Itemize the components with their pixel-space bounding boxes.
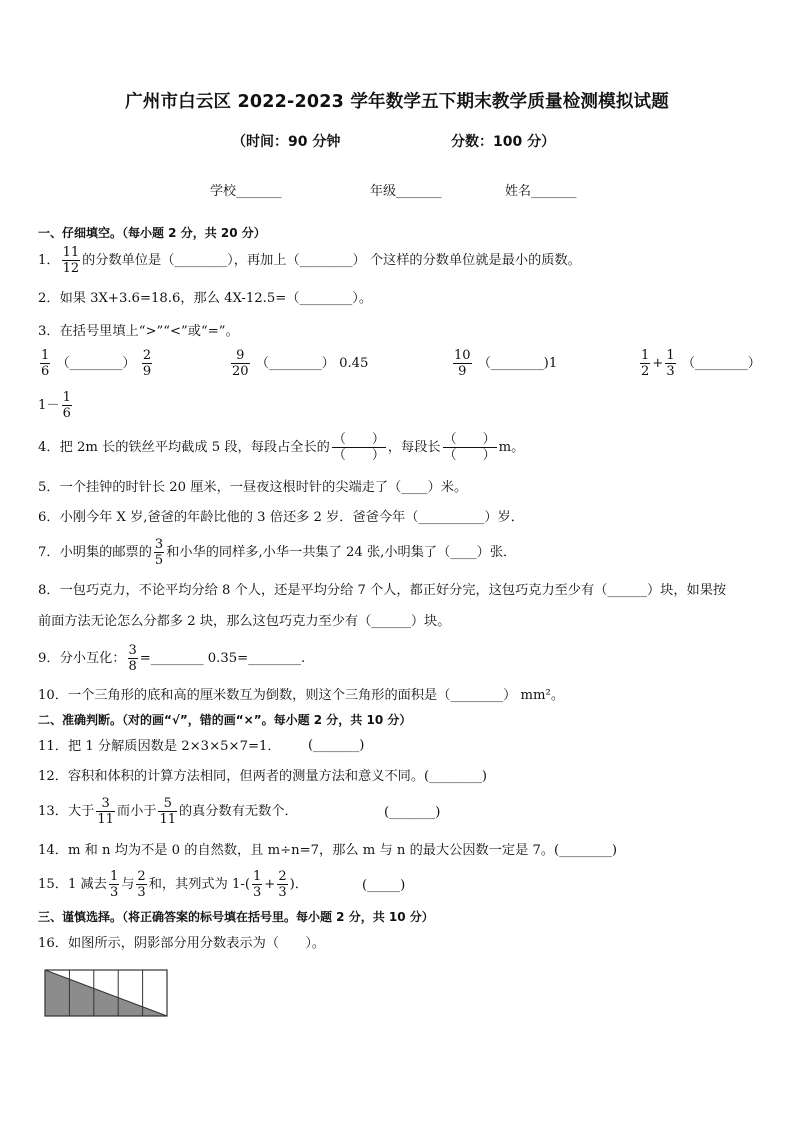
q1-number: 1．: [38, 253, 60, 268]
numerator: 1: [62, 390, 71, 405]
numerator: 3: [96, 796, 115, 812]
question-10: 10．一个三角形的底和高的厘米数互为倒数，则这个三角形的面积是（________） mm²。: [38, 688, 565, 703]
question-3e: [38, 390, 74, 421]
fraction: [96, 796, 115, 827]
question-14: 14．m 和 n 均为不是 0 的自然数，且 m÷n=7，那么 m 与 n 的最大公因数一定是 7。(________): [38, 843, 618, 858]
fraction: [62, 390, 72, 421]
fraction: [136, 869, 146, 900]
q15-text: 15．1 减去: [38, 877, 107, 892]
question-15: [38, 869, 308, 900]
denominator: 2: [641, 364, 650, 379]
plus-sign: +: [264, 877, 276, 892]
question-1: [38, 245, 581, 276]
denominator: 8: [128, 659, 137, 674]
fraction: [142, 348, 152, 379]
fraction: [109, 869, 119, 900]
question-3c: [451, 348, 557, 379]
question-3d: [638, 348, 761, 379]
fraction: [128, 643, 138, 674]
question-3b: [229, 348, 368, 379]
question-12: 12．容积和体积的计算方法相同，但两者的测量方法和意义不同。(________): [38, 769, 488, 784]
denominator: 3: [666, 364, 675, 379]
question-3-stem: 3．在括号里填上“>”“<”或“=”。: [38, 324, 239, 339]
fraction: [231, 348, 250, 379]
denominator: 3: [109, 885, 119, 900]
plus-sign: +: [652, 356, 664, 371]
question-11: 11．把 1 分解质因数是 2×3×5×7=1．: [38, 739, 281, 754]
q7-text-end: 和小华的同样多,小华一共集了 24 张,小明集了（____）张．: [166, 545, 517, 560]
q4-text-mid: ，每段长: [387, 440, 441, 455]
fraction: [154, 537, 164, 568]
question-2: 2．如果 3X+3.6=18.6，那么 4X-12.5=（________）。: [38, 291, 373, 306]
numerator: 1: [41, 348, 50, 363]
question-8-line-1: 8．一包巧克力，不论平均分给 8 个人，还是平均分给 7 个人，都正好分完，这包巧克力至少有（______）块，如果按: [38, 583, 727, 598]
question-8-line-2: 前面方法无论怎么分都多 2 块，那么这包巧克力至少有（______）块。: [38, 614, 451, 629]
q11-answer-blank[interactable]: (_______): [308, 738, 365, 753]
numerator-blank[interactable]: （ ）: [443, 432, 496, 447]
denominator: 11: [159, 812, 176, 827]
fraction: [62, 245, 81, 276]
denominator: 6: [41, 364, 50, 379]
fraction: [252, 869, 262, 900]
numerator: 9: [231, 348, 250, 364]
question-7: [38, 537, 516, 568]
shaded-rectangle-figure: [44, 969, 168, 1017]
denominator: 9: [458, 364, 467, 379]
denominator: 5: [154, 553, 164, 568]
question-5: 5．一个挂钟的时针长 20 厘米，一昼夜这根时针的尖端走了（____）米。: [38, 480, 468, 495]
fraction: [665, 348, 675, 379]
denominator-blank[interactable]: （ ）: [443, 448, 496, 463]
fraction: [453, 348, 472, 379]
denominator: 3: [253, 885, 262, 900]
question-3a: [38, 348, 154, 379]
numerator: 5: [158, 796, 177, 812]
question-6: 6．小刚今年 X 岁,爸爸的年龄比他的 3 倍还多 2 岁．爸爸今年（__________）岁．: [38, 510, 524, 525]
q7-text: 7．小明集的邮票的: [38, 545, 152, 560]
exam-title: 广州市白云区 2022-2023 学年数学五下期末教学质量检测模拟试题: [125, 92, 669, 112]
q9-blanks[interactable]: =________ 0.35=________.: [139, 651, 306, 666]
q4-unit: m。: [498, 440, 525, 455]
numerator-blank[interactable]: （ ）: [332, 432, 385, 447]
answer-blank[interactable]: （________)1: [477, 356, 558, 371]
denominator: 20: [232, 364, 249, 379]
numerator: 2: [278, 869, 287, 884]
numerator: 10: [454, 348, 471, 363]
denominator: 6: [62, 406, 71, 421]
fraction: [40, 348, 50, 379]
grade-field[interactable]: 年级_______: [370, 184, 442, 199]
denominator: 9: [142, 364, 152, 379]
q13-answer-blank[interactable]: (_______): [384, 805, 441, 820]
numerator: 2: [137, 869, 146, 884]
question-16: 16．如图所示，阴影部分用分数表示为（ ）。: [38, 936, 326, 951]
question-4: [38, 432, 524, 463]
q13-text-end: 的真分数有无数个．: [179, 804, 298, 819]
fraction: [277, 869, 287, 900]
numerator: 2: [142, 348, 152, 363]
denominator: 12: [62, 261, 80, 276]
fraction: [640, 348, 650, 379]
answer-blank[interactable]: （________） 0.45: [255, 356, 369, 371]
answer-blank[interactable]: （________）: [681, 356, 761, 371]
denominator: 3: [137, 885, 146, 900]
time-limit: （时间：90 分钟: [232, 134, 341, 150]
question-9: [38, 643, 305, 674]
blank-fraction[interactable]: [332, 432, 386, 463]
answer-blank[interactable]: （________）: [56, 356, 136, 371]
q15-expression-end: )．: [289, 877, 308, 892]
section-1-heading: 一、仔细填空。（每小题 2 分，共 20 分）: [38, 226, 266, 240]
question-13: [38, 796, 298, 827]
q9-text: 9．分小互化：: [38, 651, 126, 666]
denominator-blank[interactable]: （ ）: [332, 448, 385, 463]
q15-text-mid: 与: [121, 877, 135, 892]
q13-text-mid: 而小于: [116, 804, 157, 819]
numerator: 3: [128, 643, 137, 658]
total-score: 分数：100 分）: [451, 134, 556, 150]
denominator: 11: [97, 812, 114, 827]
fraction: [158, 796, 177, 827]
q4-text: 4．把 2m 长的铁丝平均截成 5 段，每段占全长的: [38, 440, 330, 455]
expression-prefix: 1－: [38, 398, 60, 413]
numerator: 3: [154, 537, 164, 552]
numerator: 11: [62, 245, 80, 260]
school-field[interactable]: 学校_______: [210, 184, 282, 199]
blank-fraction[interactable]: [443, 432, 497, 463]
q1-text: 的分数单位是（________），再加上（________） 个这样的分数单位就是最小的质数。: [82, 253, 581, 268]
q15-expression: 和，其列式为 1-(: [148, 877, 250, 892]
q15-answer-blank[interactable]: (_____): [362, 878, 406, 893]
name-field[interactable]: 姓名_______: [505, 184, 577, 199]
section-3-heading: 三、谨慎选择。（将正确答案的标号填在括号里。每小题 2 分，共 10 分）: [38, 910, 434, 924]
numerator: 1: [666, 348, 675, 363]
numerator: 1: [253, 869, 262, 884]
numerator: 1: [109, 869, 119, 884]
numerator: 1: [641, 348, 650, 363]
q13-text: 13．大于: [38, 804, 95, 819]
denominator: 3: [278, 885, 287, 900]
section-2-heading: 二、准确判断。（对的画“√”，错的画“×”。每小题 2 分，共 10 分）: [38, 713, 412, 727]
